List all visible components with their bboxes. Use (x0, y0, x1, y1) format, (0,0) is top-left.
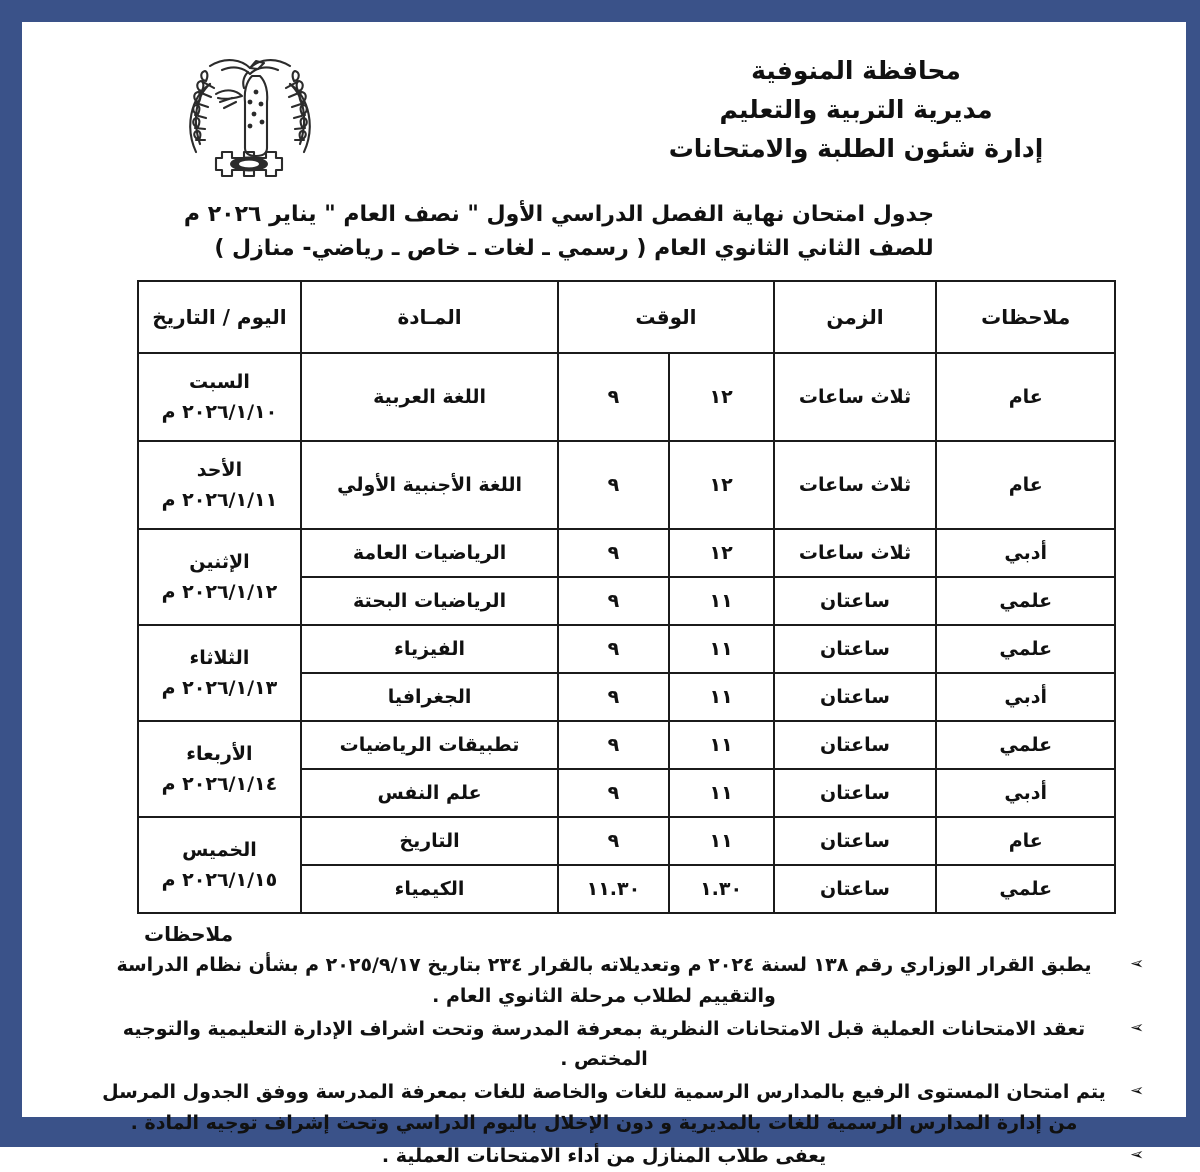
cell-day-date (138, 353, 301, 441)
cell-note: عام (936, 817, 1115, 865)
cell-time-end: ١٢ (669, 441, 774, 529)
document-header (22, 22, 1186, 202)
column-header-notes: ملاحظات (936, 281, 1115, 353)
cell-duration: ساعتان (774, 577, 937, 625)
arrow-bullet-icon: ➢ (1129, 1081, 1144, 1102)
day-name: الإثنين (189, 550, 250, 573)
cell-time-start: ٩ (558, 441, 668, 529)
column-header-day-date: اليوم / التاريخ (138, 281, 301, 353)
org-line-governorate: محافظة المنوفية (751, 56, 961, 85)
cell-duration: ساعتان (774, 865, 937, 913)
day-name: الثلاثاء (189, 646, 250, 669)
day-name: الأحد (196, 458, 243, 481)
cell-time-end: ١١ (669, 817, 774, 865)
cell-day-date (138, 721, 301, 817)
table-row (138, 353, 1115, 441)
cell-duration: ثلاث ساعات (774, 441, 937, 529)
day-date: ٢٠٢٦/١/١٢ م (161, 581, 278, 604)
note-text: تعقد الامتحانات العملية قبل الامتحانات النظرية بمعرفة المدرسة وتحت اشراف الإدارة التعليمية والتوجيه المختص . (122, 1017, 1086, 1071)
organization-lines (626, 52, 1086, 168)
cell-subject: اللغة الأجنبية الأولي (301, 441, 558, 529)
column-header-time: الوقت (558, 281, 773, 353)
cell-note: أدبي (936, 529, 1115, 577)
cell-duration: ساعتان (774, 817, 937, 865)
org-line-department: إدارة شئون الطلبة والامتحانات (668, 133, 1044, 163)
exam-schedule-table (137, 280, 1116, 914)
cell-time-end: ١.٣٠ (669, 865, 774, 913)
cell-note: أدبي (936, 673, 1115, 721)
page-border-top (0, 0, 1200, 22)
page-border-left (0, 0, 22, 1147)
cell-duration: ساعتان (774, 673, 937, 721)
column-header-subject: المـادة (301, 281, 558, 353)
table-row (138, 721, 1115, 769)
cell-time-start: ٩ (558, 673, 668, 721)
table-row (138, 817, 1115, 865)
cell-time-end: ١٢ (669, 529, 774, 577)
cell-note: أدبي (936, 769, 1115, 817)
cell-time-end: ١١ (669, 673, 774, 721)
cell-day-date (138, 441, 301, 529)
day-name: السبت (189, 370, 250, 393)
cell-time-end: ١١ (669, 577, 774, 625)
cell-note: عام (936, 353, 1115, 441)
note-text: يتم امتحان المستوى الرفيع بالمدارس الرسمية للغات والخاصة للغات بمعرفة المدرسة ووفق الجدول المرسل من إدارة المدارس الرسمية للغات بالمديرية و دون الإخلال باليوم الدراسي وتحت إشراف توجيه المادة . (102, 1081, 1106, 1135)
cell-note: علمي (936, 577, 1115, 625)
arrow-bullet-icon: ➢ (1129, 954, 1144, 975)
cell-time-end: ١١ (669, 721, 774, 769)
cell-duration: ساعتان (774, 721, 937, 769)
cell-subject: تطبيقات الرياضيات (301, 721, 558, 769)
cell-time-end: ١٢ (669, 353, 774, 441)
cell-subject: الكيمياء (301, 865, 558, 913)
cell-day-date (138, 625, 301, 721)
day-name: الخميس (182, 838, 257, 861)
day-date: ٢٠٢٦/١/١٤ م (161, 773, 278, 796)
cell-duration: ساعتان (774, 769, 937, 817)
table-header-row (138, 281, 1115, 353)
menoufia-governorate-emblem-icon (170, 36, 330, 186)
note-item (82, 1014, 1146, 1076)
cell-time-start: ٩ (558, 577, 668, 625)
title-grade-tracks: للصف الثاني الثانوي العام ( رسمي ـ لغات ـ خاص ـ رياضي- منازل ) (214, 236, 934, 261)
table-row (138, 625, 1115, 673)
schedule-table-wrap (22, 280, 1186, 914)
arrow-bullet-icon: ➢ (1129, 1017, 1144, 1038)
cell-subject: الرياضيات العامة (301, 529, 558, 577)
cell-note: علمي (936, 721, 1115, 769)
day-name: الأربعاء (186, 742, 253, 765)
cell-day-date (138, 529, 301, 625)
cell-note: علمي (936, 625, 1115, 673)
cell-time-start: ١١.٣٠ (558, 865, 668, 913)
table-row (138, 529, 1115, 577)
document-sheet (22, 22, 1186, 1167)
cell-time-start: ٩ (558, 353, 668, 441)
cell-subject: اللغة العربية (301, 353, 558, 441)
cell-subject: الرياضيات البحتة (301, 577, 558, 625)
cell-note: علمي (936, 865, 1115, 913)
cell-time-end: ١١ (669, 769, 774, 817)
column-header-duration: الزمن (774, 281, 937, 353)
cell-time-start: ٩ (558, 721, 668, 769)
cell-subject: الجغرافيا (301, 673, 558, 721)
table-head (138, 281, 1115, 353)
note-item (82, 1141, 1146, 1172)
day-date: ٢٠٢٦/١/١١ م (161, 489, 278, 512)
cell-subject: الفيزياء (301, 625, 558, 673)
day-date: ٢٠٢٦/١/١٠ م (161, 401, 278, 424)
cell-time-start: ٩ (558, 625, 668, 673)
notes-list (82, 950, 1146, 1171)
cell-time-start: ٩ (558, 817, 668, 865)
note-item (82, 1077, 1146, 1139)
cell-time-start: ٩ (558, 529, 668, 577)
day-date: ٢٠٢٦/١/١٥ م (161, 869, 278, 892)
table-row (138, 441, 1115, 529)
note-text: يعفى طلاب المنازل من أداء الامتحانات العملية . (381, 1144, 827, 1167)
notes-section (22, 922, 1186, 1171)
cell-note: عام (936, 441, 1115, 529)
table-body (138, 353, 1115, 913)
page-title (22, 198, 1186, 266)
cell-time-start: ٩ (558, 769, 668, 817)
cell-subject: علم النفس (301, 769, 558, 817)
note-item (82, 950, 1146, 1012)
notes-heading: ملاحظات (144, 922, 234, 947)
arrow-bullet-icon: ➢ (1129, 1144, 1144, 1165)
cell-duration: ساعتان (774, 625, 937, 673)
cell-duration: ثلاث ساعات (774, 353, 937, 441)
cell-duration: ثلاث ساعات (774, 529, 937, 577)
title-exam-term: جدول امتحان نهاية الفصل الدراسي الأول " نصف العام " يناير ٢٠٢٦ م (183, 202, 935, 227)
day-date: ٢٠٢٦/١/١٣ م (161, 677, 278, 700)
note-text: يطبق القرار الوزاري رقم ١٣٨ لسنة ٢٠٢٤ م وتعديلاته بالقرار ٢٣٤ بتاريخ ٢٠٢٥/٩/١٧ م بشأن نظام الدراسة والتقييم لطلاب مرحلة الثانوي العام . (116, 954, 1092, 1007)
cell-time-end: ١١ (669, 625, 774, 673)
org-line-directorate: مديرية التربية والتعليم (719, 94, 993, 124)
cell-day-date (138, 817, 301, 913)
cell-subject: التاريخ (301, 817, 558, 865)
page-border-right (1186, 0, 1200, 1147)
